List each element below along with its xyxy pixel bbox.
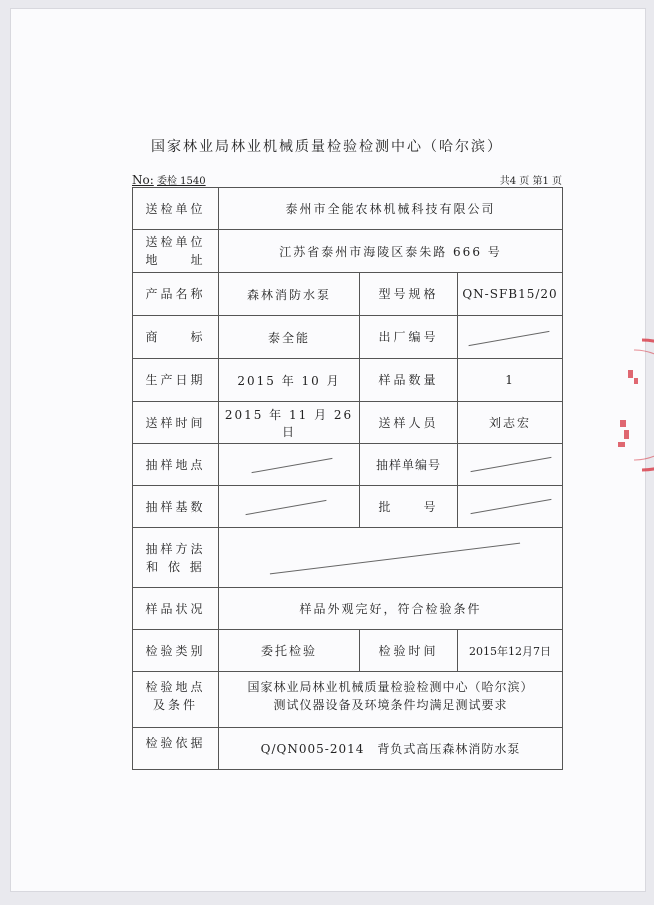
row-client bbox=[133, 188, 563, 230]
number-label: No: bbox=[132, 173, 154, 187]
sample-place-label: 抽样地点 bbox=[133, 444, 219, 486]
sample-status-label: 样品状况 bbox=[133, 588, 219, 630]
sample-method-label-line2: 和 依 据 bbox=[146, 559, 205, 574]
sample-method-label bbox=[133, 528, 219, 588]
client-value: 泰州市全能农林机械科技有限公司 bbox=[219, 188, 563, 230]
product-value: 森林消防水泵 bbox=[219, 273, 360, 316]
sample-base-label: 抽样基数 bbox=[133, 486, 219, 528]
row-brand bbox=[133, 316, 563, 359]
address-label-line2: 地 址 bbox=[145, 253, 206, 267]
blank-slash-line bbox=[270, 543, 520, 575]
row-place bbox=[133, 672, 563, 728]
address-value: 江苏省泰州市海陵区泰朱路 666 号 bbox=[219, 230, 563, 273]
inspection-time-value: 2015年12月7日 bbox=[458, 630, 563, 672]
brand-label: 商 标 bbox=[133, 316, 219, 359]
number-value: 委检 1540 bbox=[156, 176, 206, 187]
row-product bbox=[133, 273, 563, 316]
sample-base-empty bbox=[219, 486, 360, 528]
model-label: 型号规格 bbox=[360, 273, 458, 316]
row-basis bbox=[133, 728, 563, 770]
sample-qty-label: 样品数量 bbox=[360, 359, 458, 402]
row-date bbox=[133, 359, 563, 402]
inspection-place-line1: 国家林业局林业机械质量检验检测中心（哈尔滨） bbox=[247, 680, 534, 694]
inspection-place-label-line1: 检验地点 bbox=[145, 680, 206, 694]
row-send bbox=[133, 402, 563, 444]
row-sample-base bbox=[133, 486, 563, 528]
row-sample-place bbox=[133, 444, 563, 486]
serial-empty bbox=[458, 316, 563, 359]
send-time-value: 2015 年 11 月 26 日 bbox=[219, 402, 360, 444]
client-label: 送检单位 bbox=[133, 188, 219, 230]
sender-label: 送样人员 bbox=[360, 402, 458, 444]
send-time-label: 送样时间 bbox=[133, 402, 219, 444]
inspection-basis-value: Q/QN005-2014 背负式高压森林消防水泵 bbox=[219, 728, 563, 770]
sample-method-empty bbox=[219, 528, 563, 588]
inspection-form-table bbox=[132, 187, 563, 770]
sample-qty-value: 1 bbox=[458, 359, 563, 402]
sender-value: 刘志宏 bbox=[458, 402, 563, 444]
address-label bbox=[133, 230, 219, 273]
brand-value: 泰全能 bbox=[219, 316, 360, 359]
inspection-type-label: 检验类别 bbox=[133, 630, 219, 672]
row-address bbox=[133, 230, 563, 273]
production-date-value: 2015 年 10 月 bbox=[219, 359, 360, 402]
blank-slash-line bbox=[471, 499, 552, 514]
row-category bbox=[133, 630, 563, 672]
sample-sheet-label: 抽样单编号 bbox=[360, 444, 458, 486]
batch-label: 批 号 bbox=[360, 486, 458, 528]
official-seal-stamp bbox=[612, 330, 654, 480]
inspection-type-value: 委托检验 bbox=[219, 630, 360, 672]
inspection-place-label-line2: 及条件 bbox=[152, 698, 198, 712]
serial-label: 出厂编号 bbox=[360, 316, 458, 359]
inspection-place-label bbox=[133, 672, 219, 728]
address-label-line1: 送检单位 bbox=[145, 235, 206, 249]
blank-slash-line bbox=[469, 331, 550, 346]
model-value: QN-SFB15/20 bbox=[458, 273, 563, 316]
inspection-basis-label: 检验依据 bbox=[133, 728, 219, 770]
sample-sheet-empty bbox=[458, 444, 563, 486]
product-label: 产品名称 bbox=[133, 273, 219, 316]
page-count: 共4 页 第1 页 bbox=[499, 176, 562, 187]
production-date-label: 生产日期 bbox=[133, 359, 219, 402]
blank-slash-line bbox=[471, 457, 552, 472]
sample-place-empty bbox=[219, 444, 360, 486]
document-title: 国家林业局林业机械质量检验检测中心（哈尔滨） bbox=[151, 139, 503, 155]
batch-empty bbox=[458, 486, 563, 528]
report-number bbox=[132, 172, 206, 187]
inspection-place-line2: 测试仪器设备及环境条件均满足测试要求 bbox=[273, 698, 508, 712]
row-status bbox=[133, 588, 563, 630]
inspection-time-label: 检验时间 bbox=[360, 630, 458, 672]
inspection-place-value bbox=[219, 672, 563, 728]
sample-status-value: 样品外观完好，符合检验条件 bbox=[219, 588, 563, 630]
row-sample-method bbox=[133, 528, 563, 588]
blank-slash-line bbox=[252, 458, 333, 473]
blank-slash-line bbox=[246, 500, 327, 515]
sample-method-label-line1: 抽样方法 bbox=[145, 541, 206, 556]
